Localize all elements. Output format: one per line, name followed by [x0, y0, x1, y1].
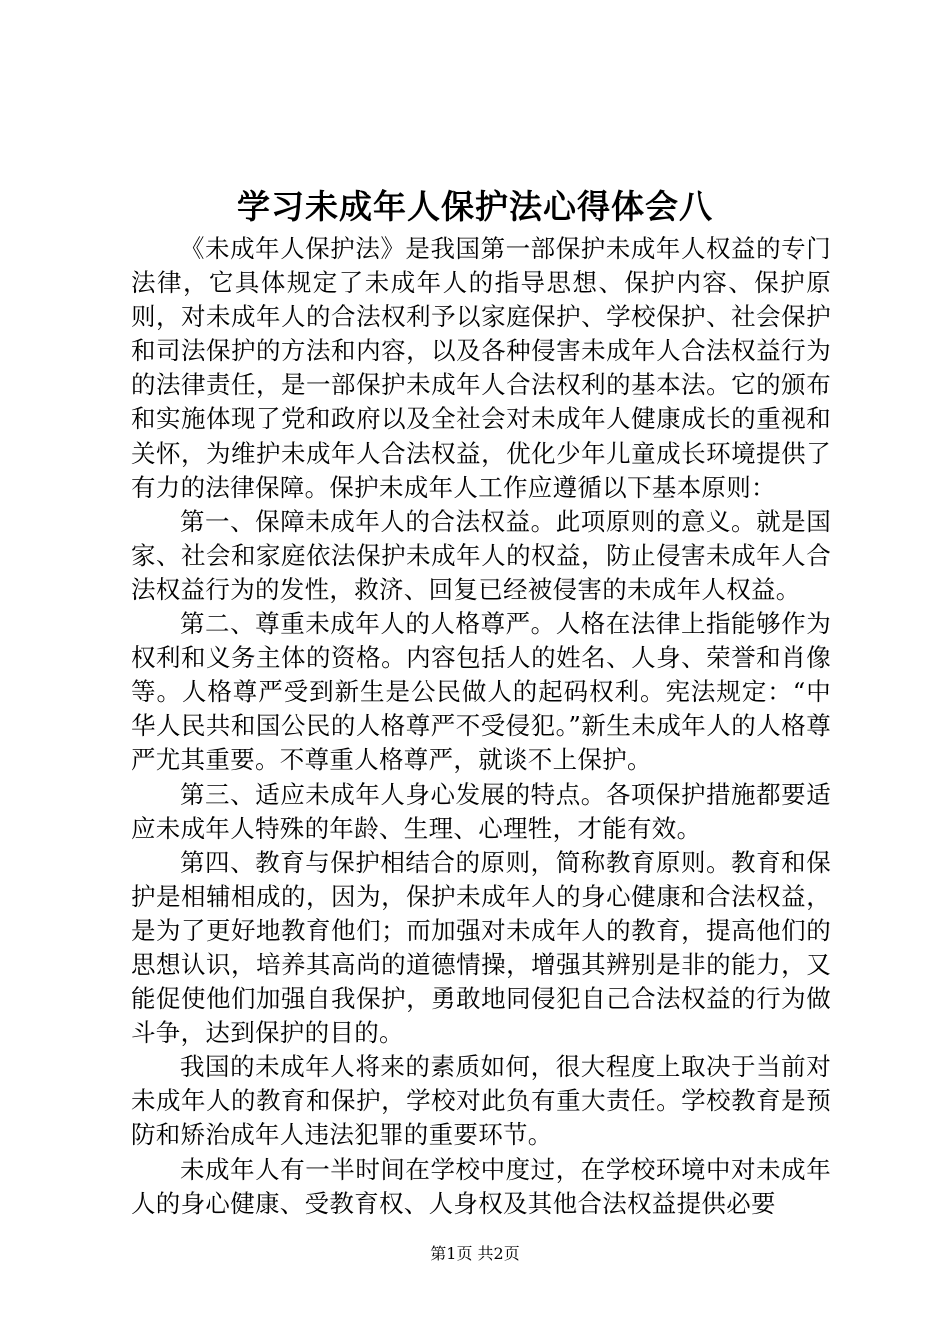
document-title: 学习未成年人保护法心得体会八	[237, 187, 713, 226]
paragraph: 我国的未成年人将来的素质如何，很大程度上取决于当前对未成年人的教育和保护，学校对此负有重大责任。学校教育是预防和矫治成年人违法犯罪的重要环节。	[131, 1052, 831, 1150]
document-body	[131, 232, 831, 1221]
paragraph: 第三、适应未成年人身心发展的特点。各项保护措施都要适应未成年人特殊的年龄、生理、心理牲，才能有效。	[131, 779, 831, 843]
page-number-footer: 第1页 共2页	[430, 1244, 520, 1263]
paragraph: 第一、保障未成年人的合法权益。此项原则的意义。就是国家、社会和家庭依法保护未成年人的权益，防止侵害未成年人合法权益行为的发性，救济、回复已经被侵害的未成年人权益。	[131, 506, 831, 604]
paragraph: 第四、教育与保护相结合的原则，简称教育原则。教育和保护是相辅相成的，因为，保护未成年人的身心健康和合法权益，是为了更好地教育他们；而加强对未成年人的教育，提高他们的思想认识，培养其高尚的道德情操，增强其辨别是非的能力，又能促使他们加强自我保护，勇敢地同侵犯自己合法权益的行为做斗争，达到保护的目的。	[131, 847, 831, 1048]
paragraph: 未成年人有一半时间在学校中度过，在学校环境中对未成年人的身心健康、受教育权、人身权及其他合法权益提供必要	[131, 1154, 831, 1218]
paragraph: 第二、尊重未成年人的人格尊严。人格在法律上指能够作为权利和义务主体的资格。内容包括人的姓名、人身、荣誉和肖像等。人格尊严受到新生是公民做人的起码权利。宪法规定：“中华人民共和国公民的人格尊严不受侵犯。”新生未成年人的人格尊严尤其重要。不尊重人格尊严，就谈不上保护。	[131, 609, 832, 775]
paragraph: 《未成年人保护法》是我国第一部保护未成年人权益的专门法律，它具体规定了未成年人的指导思想、保护内容、保护原则，对未成年人的合法权利予以家庭保护、学校保护、社会保护和司法保护的方法和内容，以及各种侵害未成年人合法权益行为的法律责任，是一部保护未成年人合法权利的基本法。它的颁布和实施体现了党和政府以及全社会对未成年人健康成长的重视和关怀，为维护未成年人合法权益，优化少年儿童成长环境提供了有力的法律保障。保护未成年人工作应遵循以下基本原则：	[131, 234, 831, 502]
